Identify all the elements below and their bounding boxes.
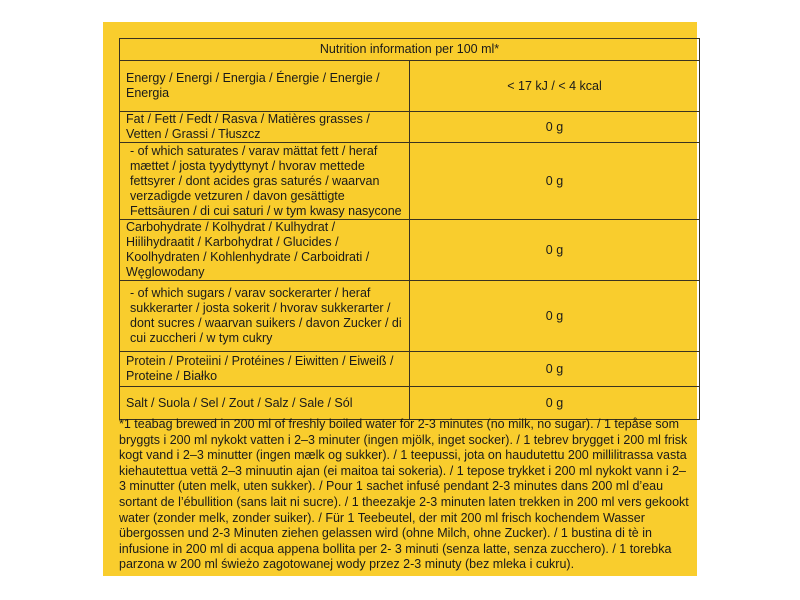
row-label-salt: Salt / Suola / Sel / Zout / Salz / Sale / Sól bbox=[120, 387, 410, 420]
table-row bbox=[120, 112, 700, 143]
row-value-protein: 0 g bbox=[410, 352, 700, 387]
table-header: Nutrition information per 100 ml* bbox=[120, 39, 700, 61]
row-value-salt: 0 g bbox=[410, 387, 700, 420]
row-value-sugars: 0 g bbox=[410, 281, 700, 352]
row-label-energy: Energy / Energi / Energia / Énergie / Energie / Energia bbox=[120, 61, 410, 112]
serving-footnote: *1 teabag brewed in 200 ml of freshly boiled water for 2-3 minutes (no milk, no sugar). / 1 tepåse som bryggts i 200 ml nykokt vatten i 2–3 minuter (ingen mjölk, inget socker). / 1 tebrev brygget i 200 ml frisk kogt vand i 2–3 minutter (ingen mælk og sukker). / 1 teepussi, jota on haudutettu 200 millilitrassa vasta kiehautettua vettä 2–3 minuutin ajan (ei maitoa tai sokeria). / 1 tepose trykket i 200 ml nykokt vann i 2–3 minutter (uten melk, uten sukker). / Pour 1 sachet infusé pendant 2-3 minutes dans 200 ml d’eau sortant de l’ébullition (sans lait ni sucre). / 1 theezakje 2-3 minuten laten trekken in 200 ml vers gekookt water (zonder melk, zonder suiker). / Für 1 Teebeutel, der mit 200 ml frisch kochendem Wasser übergossen und 2-3 Minuten ziehen gelassen wird (ohne Milch, ohne Zucker). / 1 bustina di tè in infusione in 200 ml di acqua appena bollita per 2- 3 minuti (senza latte, senza zucchero). / 1 torebka parzona w 200 ml świeżo zagotowanej wody przez 2-3 minuty (bez mleka i cukru). bbox=[119, 417, 689, 572]
row-value-energy: < 17 kJ / < 4 kcal bbox=[410, 61, 700, 112]
table-row bbox=[120, 220, 700, 281]
table-row bbox=[120, 387, 700, 420]
row-value-carbohydrate: 0 g bbox=[410, 220, 700, 281]
table-row bbox=[120, 281, 700, 352]
nutrition-table bbox=[119, 38, 700, 420]
table-row bbox=[120, 143, 700, 220]
table-header-row bbox=[120, 39, 700, 61]
row-label-saturates: - of which saturates / varav mättat fett / heraf mættet / josta tyydyttynyt / hvorav mettede fettsyrer / dont acides gras saturés / waarvan verzadigde vetzuren / davon gesättigte Fettsäuren / di cui saturi / w tym kwasy nasycone bbox=[120, 143, 410, 220]
row-value-saturates: 0 g bbox=[410, 143, 700, 220]
row-label-sugars: - of which sugars / varav sockerarter / heraf sukkerarter / josta sokerit / hvorav sukkerarter / dont sucres / waarvan suikers / davon Zucker / di cui zuccheri / w tym cukry bbox=[120, 281, 410, 352]
table-row bbox=[120, 352, 700, 387]
table-row bbox=[120, 61, 700, 112]
row-label-protein: Protein / Proteiini / Protéines / Eiwitten / Eiweiß / Proteine / Białko bbox=[120, 352, 410, 387]
row-label-carbohydrate: Carbohydrate / Kolhydrat / Kulhydrat / Hiilihydraatit / Karbohydrat / Glucides / Koolhydraten / Kohlenhydrate / Carboidrati / Węglowodany bbox=[120, 220, 410, 281]
row-value-fat: 0 g bbox=[410, 112, 700, 143]
row-label-fat: Fat / Fett / Fedt / Rasva / Matières grasses / Vetten / Grassi / Tłuszcz bbox=[120, 112, 410, 143]
